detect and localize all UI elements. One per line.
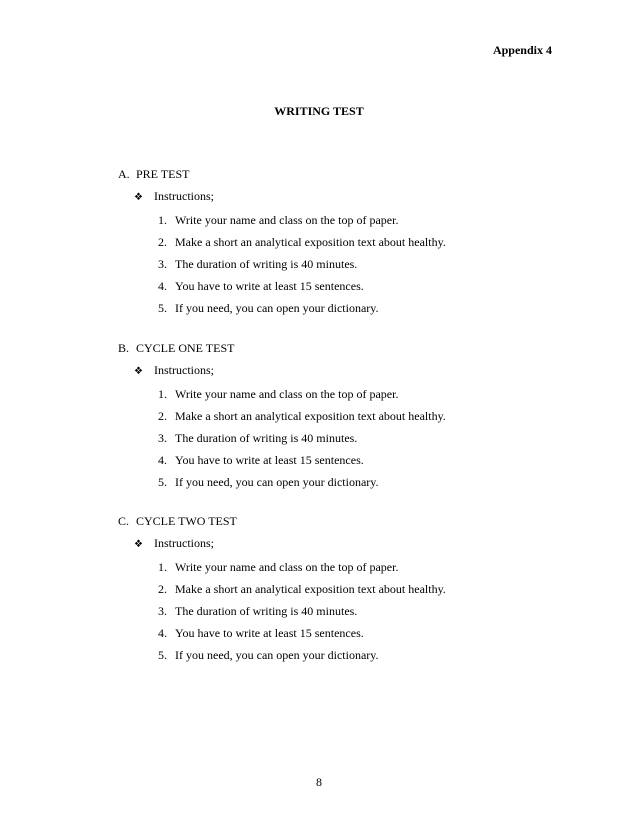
diamond-bullet-icon: ❖ — [134, 539, 143, 550]
section-letter: A. — [118, 167, 130, 181]
item-text: You have to write at least 15 sentences. — [175, 279, 364, 293]
list-item — [158, 604, 558, 618]
item-text: If you need, you can open your dictionary. — [175, 648, 379, 662]
item-number: 2. — [158, 235, 167, 249]
item-number: 3. — [158, 604, 167, 618]
item-number: 5. — [158, 475, 167, 489]
item-number: 4. — [158, 279, 167, 293]
item-number: 4. — [158, 626, 167, 640]
diamond-bullet-icon: ❖ — [134, 366, 143, 377]
item-number: 1. — [158, 213, 167, 227]
section-heading — [118, 341, 558, 355]
section-letter: C. — [118, 514, 130, 528]
list-item — [158, 257, 558, 271]
instruction-list — [118, 213, 558, 315]
list-item — [158, 387, 558, 401]
section-title: CYCLE ONE TEST — [136, 341, 235, 355]
item-text: Make a short an analytical exposition text about healthy. — [175, 409, 446, 423]
item-number: 3. — [158, 257, 167, 271]
list-item — [158, 409, 558, 423]
item-text: Make a short an analytical exposition text about healthy. — [175, 235, 446, 249]
item-number: 2. — [158, 409, 167, 423]
item-text: If you need, you can open your dictionary. — [175, 301, 379, 315]
item-text: Write your name and class on the top of paper. — [175, 213, 399, 227]
list-item — [158, 648, 558, 662]
list-item — [158, 301, 558, 315]
item-number: 3. — [158, 431, 167, 445]
item-number: 5. — [158, 648, 167, 662]
instructions-label: Instructions; — [154, 536, 214, 550]
item-text: Make a short an analytical exposition text about healthy. — [175, 582, 446, 596]
item-text: The duration of writing is 40 minutes. — [175, 431, 358, 445]
section-heading — [118, 167, 558, 181]
page-number: 8 — [316, 775, 322, 789]
list-item — [158, 475, 558, 489]
instructions-label: Instructions; — [154, 363, 214, 377]
section-pre-test — [118, 167, 558, 315]
instructions-row — [134, 363, 558, 379]
item-text: If you need, you can open your dictionary. — [175, 475, 379, 489]
section-heading — [118, 514, 558, 528]
section-letter: B. — [118, 341, 130, 355]
instructions-row — [134, 536, 558, 552]
section-title: PRE TEST — [136, 167, 190, 181]
item-number: 1. — [158, 387, 167, 401]
diamond-bullet-icon: ❖ — [134, 192, 143, 203]
instruction-list — [118, 387, 558, 489]
list-item — [158, 213, 558, 227]
list-item — [158, 582, 558, 596]
instruction-list — [118, 560, 558, 662]
item-number: 2. — [158, 582, 167, 596]
item-number: 1. — [158, 560, 167, 574]
section-cycle-two-test — [118, 514, 558, 662]
appendix-label: Appendix 4 — [492, 43, 552, 57]
item-text: Write your name and class on the top of paper. — [175, 560, 399, 574]
list-item — [158, 431, 558, 445]
item-text: Write your name and class on the top of paper. — [175, 387, 399, 401]
item-number: 4. — [158, 453, 167, 467]
page-title: WRITING TEST — [274, 104, 364, 118]
section-cycle-one-test — [118, 341, 558, 489]
list-item — [158, 560, 558, 574]
item-text: You have to write at least 15 sentences. — [175, 626, 364, 640]
item-text: You have to write at least 15 sentences. — [175, 453, 364, 467]
list-item — [158, 453, 558, 467]
list-item — [158, 626, 558, 640]
instructions-label: Instructions; — [154, 189, 214, 203]
instructions-row — [134, 189, 558, 205]
item-text: The duration of writing is 40 minutes. — [175, 257, 358, 271]
list-item — [158, 279, 558, 293]
item-text: The duration of writing is 40 minutes. — [175, 604, 358, 618]
item-number: 5. — [158, 301, 167, 315]
list-item — [158, 235, 558, 249]
section-title: CYCLE TWO TEST — [136, 514, 237, 528]
